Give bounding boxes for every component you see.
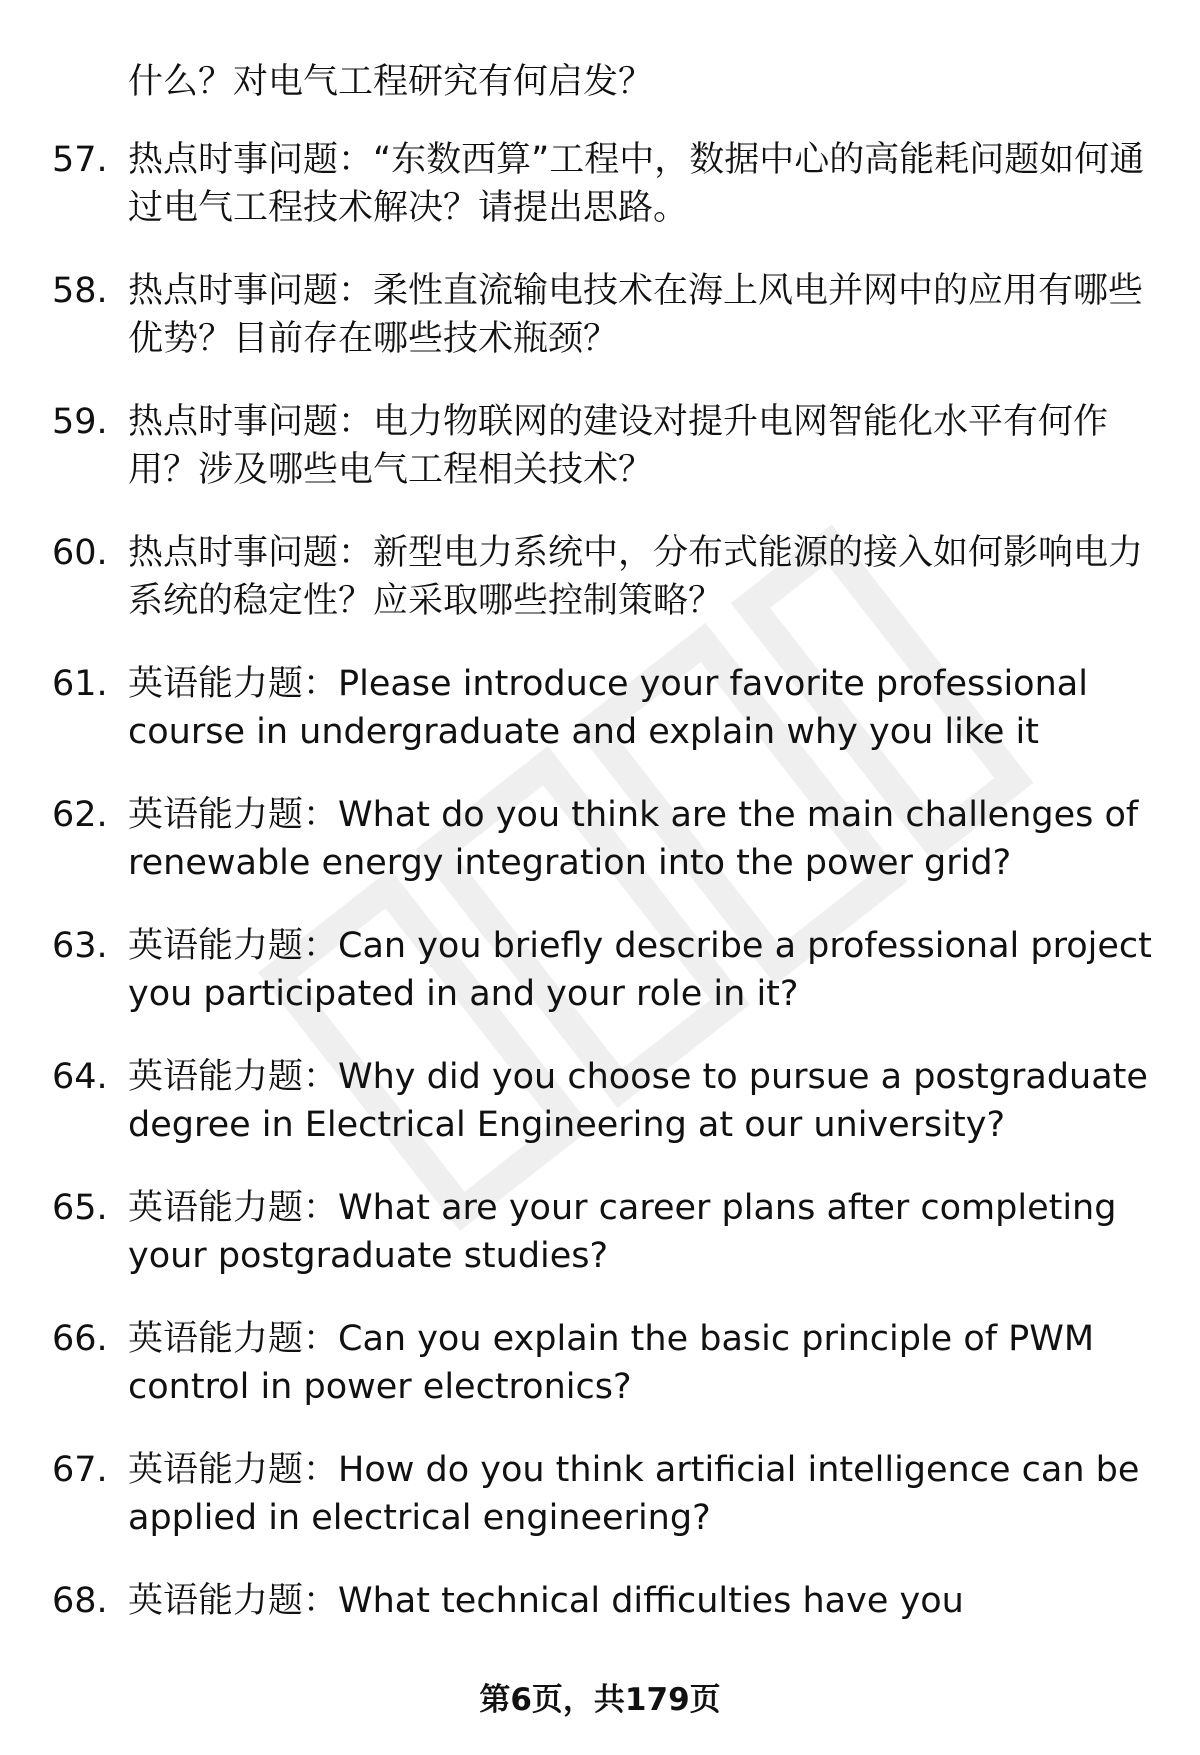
question-text: 热点时事问题：柔性直流输电技术在海上风电并网中的应用有哪些优势？目前存在哪些技术瓶颈？ xyxy=(128,271,1144,359)
question-item xyxy=(52,529,1172,625)
question-item xyxy=(52,1184,1172,1280)
question-item xyxy=(52,1446,1172,1542)
question-text: 热点时事问题：“东数西算”工程中，数据中心的高能耗问题如何通过电气工程技术解决？请提出思路。 xyxy=(128,140,1145,228)
question-list xyxy=(52,136,1172,1660)
question-text: 英语能力题：Please introduce your favorite professional course in undergraduate and explain why you like it xyxy=(128,664,1088,752)
page-footer: 第6页，共179页 xyxy=(479,1682,721,1718)
question-number: 65. xyxy=(52,1188,108,1228)
question-number: 66. xyxy=(52,1319,108,1359)
question-number: 68. xyxy=(52,1581,108,1621)
question-text: 英语能力题：Why did you choose to pursue a postgraduate degree in Electrical Engineering at our university? xyxy=(128,1057,1148,1145)
question-number: 61. xyxy=(52,664,108,704)
question-number: 62. xyxy=(52,795,108,835)
question-item xyxy=(52,660,1172,756)
question-item xyxy=(52,1315,1172,1411)
question-number: 57. xyxy=(52,140,108,180)
question-number: 67. xyxy=(52,1450,108,1490)
question-text: 英语能力题：Can you briefly describe a professional project you participated in and your role in it? xyxy=(128,926,1152,1014)
question-text: 热点时事问题：新型电力系统中，分布式能源的接入如何影响电力系统的稳定性？应采取哪些控制策略？ xyxy=(128,533,1144,621)
question-item xyxy=(52,791,1172,887)
question-item xyxy=(52,922,1172,1018)
question-text: 英语能力题：Can you explain the basic principle of PWM control in power electronics? xyxy=(128,1319,1095,1407)
question-item xyxy=(52,1577,1172,1625)
question-number: 64. xyxy=(52,1057,108,1097)
question-item xyxy=(52,136,1172,232)
question-number: 63. xyxy=(52,926,108,966)
question-item xyxy=(52,1053,1172,1149)
continuation-line: 什么？对电气工程研究有何启发？ xyxy=(128,62,654,102)
question-text: 英语能力题：What are your career plans after completing your postgraduate studies? xyxy=(128,1188,1117,1276)
question-text: 英语能力题：How do you think artificial intelligence can be applied in electrical engineering? xyxy=(128,1450,1140,1538)
question-text: 热点时事问题：电力物联网的建设对提升电网智能化水平有何作用？涉及哪些电气工程相关技术？ xyxy=(128,402,1109,490)
question-item xyxy=(52,398,1172,494)
question-text: 英语能力题：What do you think are the main challenges of renewable energy integration into the power grid? xyxy=(128,795,1139,883)
question-number: 59. xyxy=(52,402,108,442)
question-number: 60. xyxy=(52,533,108,573)
question-text: 英语能力题：What technical difficulties have you xyxy=(128,1581,964,1621)
question-item xyxy=(52,267,1172,363)
question-number: 58. xyxy=(52,271,108,311)
